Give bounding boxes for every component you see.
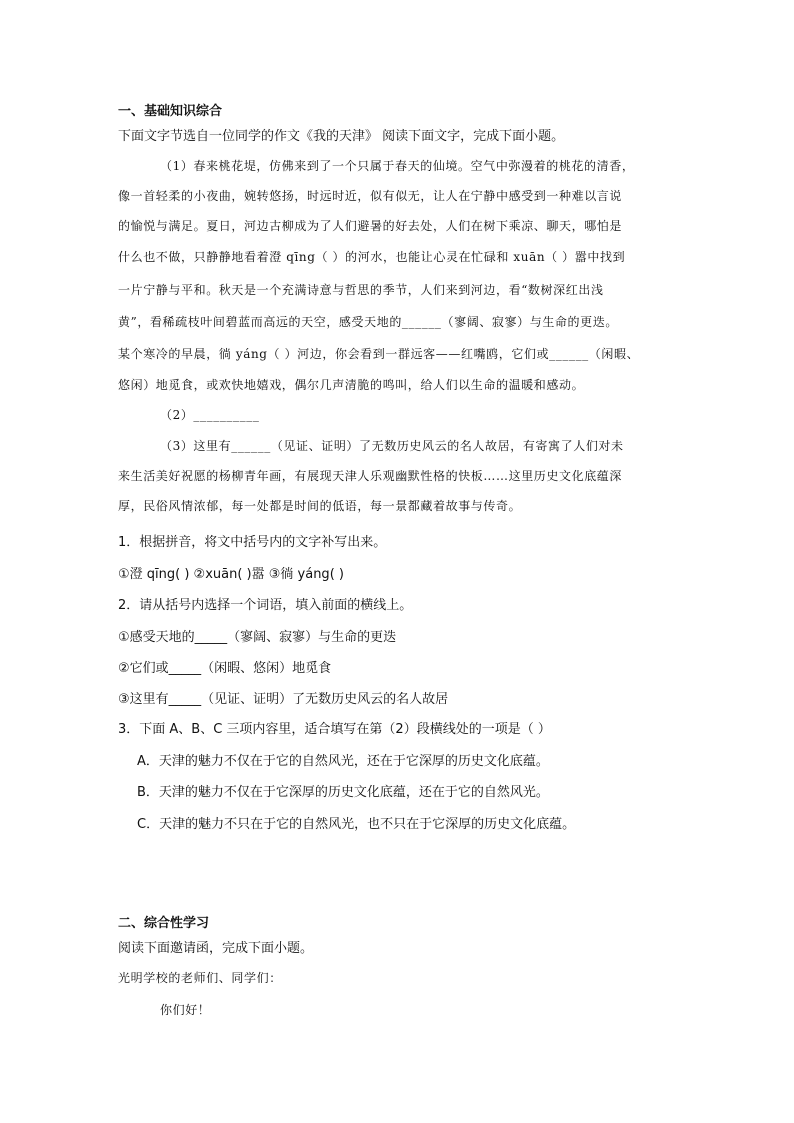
question-2-item: ①感受天地的_____（寥阔、寂寥）与生命的更迭: [118, 630, 397, 645]
passage-line: 像一首轻柔的小夜曲，婉转悠扬，时远时近，似有似无，让人在宁静中感受到一种难以言说: [118, 189, 623, 203]
section2-title: 二、综合性学习: [118, 916, 210, 931]
question-3-option-c: C．天津的魅力不只在于它的自然风光，也不只在于它深厚的历史文化底蕴。: [137, 817, 576, 832]
question-1-answer-row: ①澄 qīng( ) ②xuān( )嚣 ③徜 yáng( ): [118, 567, 344, 582]
passage-line: 来生活美好祝愿的杨柳青年画，有展现天津人乐观幽默性格的快板……这里历史文化底蕴深: [118, 469, 623, 483]
passage-line: 某个寒冷的早晨，徜 yáng（ ）河边，你会看到一群远客——红嘴鸥，它们或______（闲暇、: [118, 347, 640, 361]
section1-intro: 下面文字节选自一位同学的作文《我的天津》 阅读下面文字，完成下面小题。: [118, 129, 565, 144]
passage-line: （2）__________: [160, 408, 260, 422]
passage-line: （3）这里有______（见证、证明）了无数历史风云的名人故居，有寄寓了人们对未: [160, 439, 624, 453]
passage-line: 厚，民俗风情浓郁，每一处都是时间的低语，每一景都藏着故事与传奇。: [118, 499, 522, 513]
passage-line: 一片宁静与平和。秋天是一个充满诗意与哲思的季节，人们来到河边，看“数树深红出浅: [118, 283, 604, 297]
question-3-stem: 3．下面 A、B、C 三项内容里，适合填写在第（2）段横线处的一项是（ ）: [118, 722, 551, 737]
passage-line: （1）春来桃花堤，仿佛来到了一个只属于春天的仙境。空气中弥漫着的桃花的清香，: [160, 159, 635, 173]
question-1-stem: 1．根据拼音，将文中括号内的文字补写出来。: [118, 535, 387, 550]
passage-line: 的愉悦与满足。夏日，河边古柳成为了人们避暑的好去处，人们在树下乘凉、聊天，哪怕是: [118, 219, 623, 233]
question-3-option-b: B．天津的魅力不仅在于它深厚的历史文化底蕴，还在于它的自然风光。: [137, 785, 549, 800]
question-2-item: ③这里有_____（见证、证明）了无数历史风云的名人故居: [118, 692, 449, 707]
question-3-option-a: A．天津的魅力不仅在于它的自然风光，还在于它深厚的历史文化底蕴。: [137, 754, 549, 769]
passage-line: 悠闲）地觅食，或欢快地嬉戏，偶尔几声清脆的鸣叫，给人们以生命的温暖和感动。: [118, 378, 585, 392]
letter-greeting: 你们好！: [160, 1003, 211, 1017]
passage-line: 黄”，看稀疏枝叶间碧蓝而高远的天空，感受天地的______（寥阔、寂寥）与生命的更迭。: [118, 315, 618, 329]
question-2-stem: 2．请从括号内选择一个词语，填入前面的横线上。: [118, 598, 413, 613]
section1-title: 一、基础知识综合: [118, 104, 223, 119]
letter-salutation: 光明学校的老师们、同学们：: [118, 971, 282, 985]
section2-intro: 阅读下面邀请函，完成下面小题。: [118, 941, 314, 956]
question-2-item: ②它们或_____（闲暇、悠闲）地觅食: [118, 661, 332, 676]
passage-line: 什么也不做，只静静地看着澄 qīng（ ）的河水，也能让心灵在忙碌和 xuān（ ）嚣中找到: [118, 250, 626, 264]
